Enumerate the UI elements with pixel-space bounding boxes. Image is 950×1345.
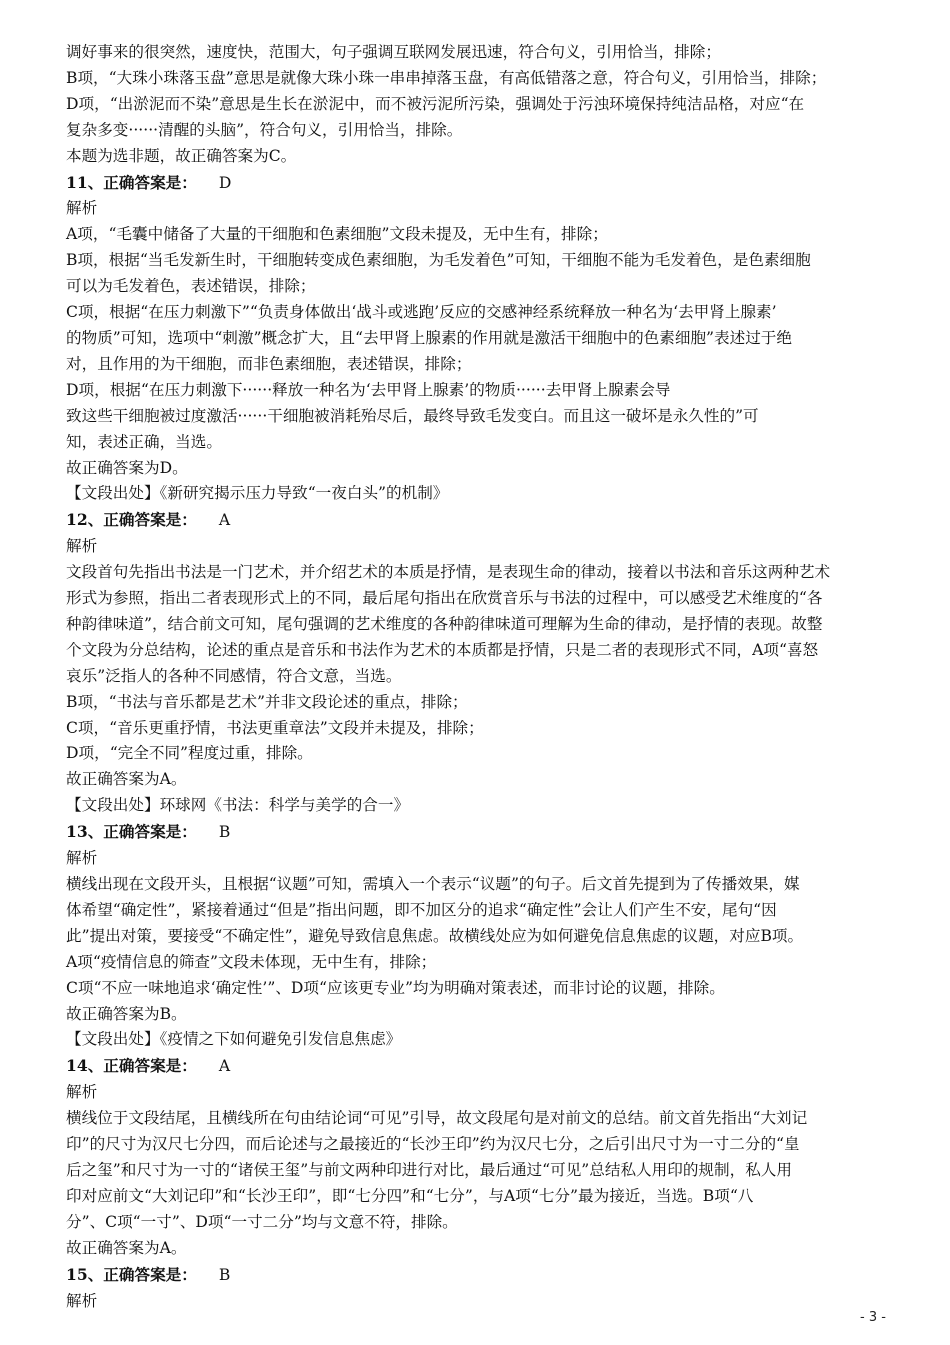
text-line: 后之玺”和尺寸为一寸的“诸侯王玺”与前文两种印进行对比，最后通过“可见”总结私人用印的规制，私人用 [66, 1160, 792, 1179]
answer-heading [66, 170, 886, 197]
answer-letter: B [218, 1265, 231, 1284]
page-number: - 3 - [860, 1310, 886, 1325]
text-line: 形式为参照，指出二者表现形式上的不同，最后尾句指出在欣赏音乐与书法的过程中，可以感受艺术维度的“各 [66, 589, 823, 608]
text-line: 【文段出处】环球网《书法：科学与美学的合一》 [66, 796, 410, 815]
text-line: 【文段出处】《新研究揭示压力导致“一夜白头”的机制》 [66, 484, 449, 503]
text-line: 体希望“确定性”，紧接着通过“但是”指出问题，即不加区分的追求“确定性”会让人们产生不安，尾句“因 [66, 900, 777, 919]
text-line: 故正确答案为D。 [66, 458, 188, 477]
text-line: 本题为选非题，故正确答案为C。 [66, 146, 297, 165]
text-line: 印对应前文“大刘记印”和“长沙王印”，即“七分四”和“七分”，与A项“七分”最为接近，当选。B项“八 [66, 1186, 754, 1205]
text-line: 复杂多变······清醒的头脑”，符合句义，引用恰当，排除。 [66, 120, 463, 139]
text-line: 文段首句先指出书法是一门艺术，并介绍艺术的本质是抒情，是表现生命的律动，接着以书法和音乐这两种艺术 [66, 563, 831, 582]
text-line: 【文段出处】《疫情之下如何避免引发信息焦虑》 [66, 1030, 402, 1049]
text-line: 解析 [66, 537, 98, 556]
answer-label: 15、正确答案是： [66, 1264, 197, 1284]
answer-label: 13、正确答案是： [66, 822, 197, 842]
answer-heading [66, 507, 886, 534]
answer-label: 12、正确答案是： [66, 510, 197, 530]
text-line: 故正确答案为A。 [66, 770, 187, 789]
text-line: 调好事来的很突然，速度快，范围大，句子强调互联网发展迅速，符合句义，引用恰当，排除； [66, 43, 721, 61]
text-line: C项“不应一味地追求‘确定性’”、D项“应该更专业”均为明确对策表述，而非讨论的议题，排除。 [66, 978, 725, 997]
text-line: 印”的尺寸为汉尺七分四，而后论述与之最接近的“长沙王印”约为汉尺七分，之后引出尺寸为一寸二分的“皇 [66, 1135, 800, 1154]
text-line: D项，“出淤泥而不染”意思是生长在淤泥中，而不被污泥所污染，强调处于污浊环境保持纯洁品格，对应“在 [66, 94, 805, 113]
text-line: 解析 [66, 849, 98, 868]
text-line: 横线位于文段结尾，且横线所在句由结论词“可见”引导，故文段尾句是对前文的总结。前文首先指出“大刘记 [66, 1109, 808, 1128]
text-line: 的物质”可知，选项中“刺激”概念扩大，且“去甲肾上腺素的作用就是激活干细胞中的色素细胞”表述过于绝 [66, 328, 792, 347]
text-line: 解析 [66, 1083, 98, 1102]
answer-letter: A [218, 511, 231, 530]
text-line: D项，根据“在压力刺激下······释放一种名为‘去甲肾上腺素’的物质······去甲肾上腺素会导 [66, 380, 671, 399]
answer-letter: A [218, 1057, 231, 1076]
answer-heading [66, 819, 886, 846]
text-line: 个文段为分总结构，论述的重点是音乐和书法作为艺术的本质都是抒情，只是二者的表现形式不同，A项“喜怒 [66, 640, 819, 659]
text-line: D项，“完全不同”程度过重，排除。 [66, 744, 313, 763]
answer-label: 14、正确答案是： [66, 1056, 197, 1076]
text-line: 致这些干细胞被过度激活······干细胞被消耗殆尽后，最终导致毛发变白。而且这一破坏是永久性的”可 [66, 406, 759, 425]
text-line: 种韵律味道”，结合前文可知，尾句强调的艺术维度的各种韵律味道可理解为生命的律动，是抒情的表现。故整 [66, 614, 823, 633]
document-body [66, 40, 886, 1314]
text-line: 此”提出对策，要接受“不确定性”，避免导致信息焦虑。故横线处应为如何避免信息焦虑的议题，对应B项。 [66, 926, 804, 945]
text-line: 对，且作用的为干细胞，而非色素细胞，表述错误，排除； [66, 354, 472, 373]
answer-letter: D [218, 173, 232, 192]
text-line: 哀乐”泛指人的各种不同感情，符合文意，当选。 [66, 666, 402, 685]
text-line: 解析 [66, 199, 98, 218]
text-line: 知，表述正确，当选。 [66, 432, 222, 451]
text-line: B项，“书法与音乐都是艺术”并非文段论述的重点，排除； [66, 692, 468, 711]
text-line: 解析 [66, 1291, 98, 1310]
answer-label: 11、正确答案是： [66, 172, 197, 192]
text-line: C项，“音乐更重抒情，书法更重章法”文段并未提及，排除； [66, 718, 484, 737]
answer-letter: B [218, 823, 231, 842]
text-line: 故正确答案为B。 [66, 1004, 187, 1023]
text-line: B项，“大珠小珠落玉盘”意思是就像大珠小珠一串串掉落玉盘，有高低错落之意，符合句义，引用恰当，排除； [66, 68, 827, 87]
text-line: A项“疫情信息的筛查”文段未体现，无中生有，排除； [66, 952, 437, 971]
text-line: A项，“毛囊中储备了大量的干细胞和色素细胞”文段未提及，无中生有，排除； [66, 225, 608, 244]
text-line: 可以为毛发着色，表述错误，排除； [66, 277, 316, 296]
text-line: 故正确答案为A。 [66, 1238, 187, 1257]
text-line: C项，根据“在压力刺激下”“负责身体做出‘战斗或逃跑’反应的交感神经系统释放一种名为‘去甲肾上腺素’ [66, 303, 777, 322]
text-line: 分”、C项“一寸”、D项“一寸二分”均与文意不符，排除。 [66, 1212, 458, 1231]
answer-heading [66, 1053, 886, 1080]
text-line: 横线出现在文段开头，且根据“议题”可知，需填入一个表示“议题”的句子。后文首先提到为了传播效果，媒 [66, 875, 800, 893]
text-line: B项，根据“当毛发新生时，干细胞转变成色素细胞，为毛发着色”可知，干细胞不能为毛发着色，是色素细胞 [66, 251, 811, 270]
answer-heading [66, 1262, 886, 1289]
